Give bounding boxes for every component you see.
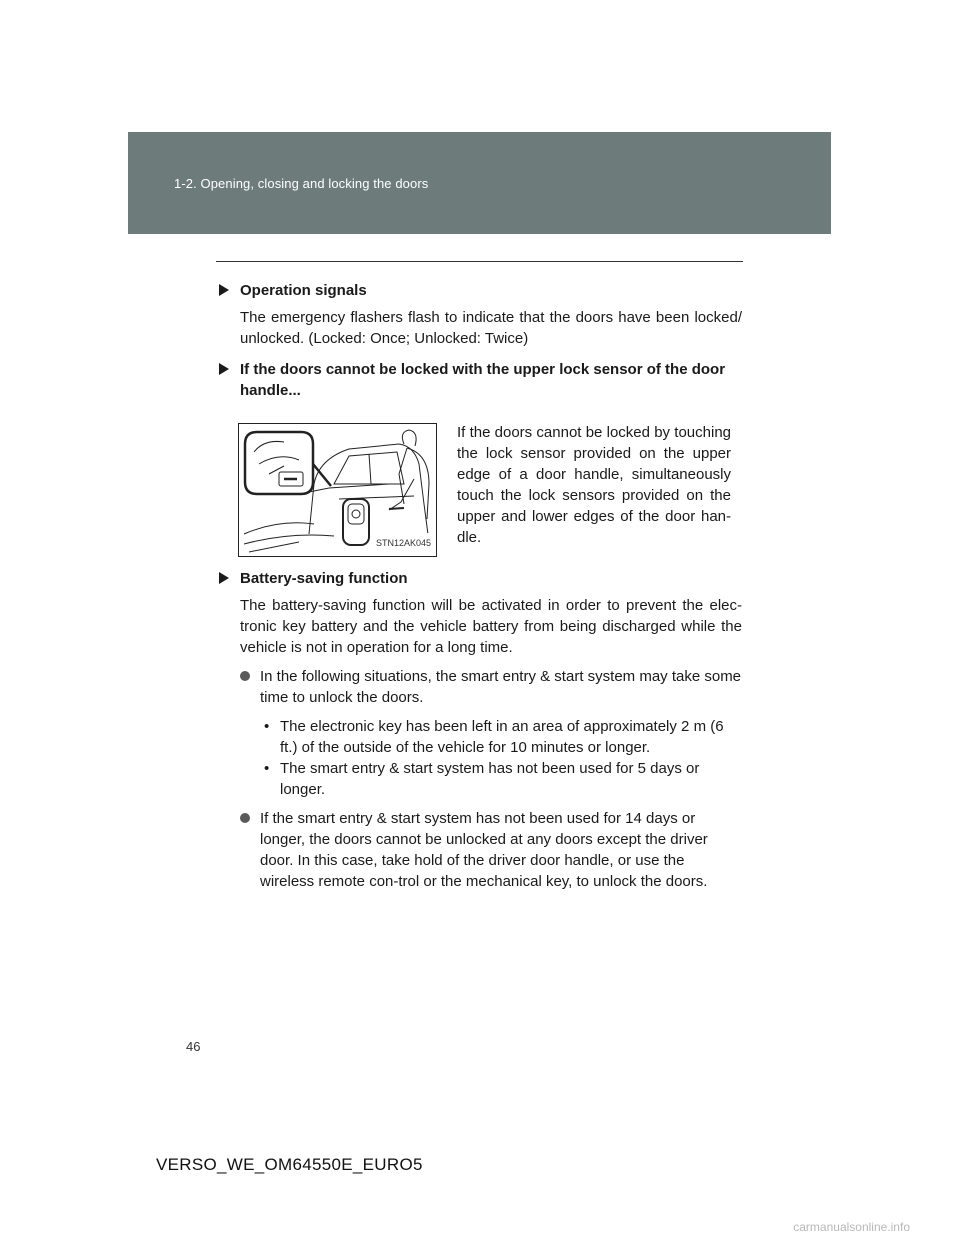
lock-sensor-text: If the doors cannot be locked by touching the lock sensor provided on the upper edge of a door handle, simultaneously touch the lock sensors provided on the upper and lower edges of the door han-dle.: [457, 424, 731, 546]
list-item: • The smart entry & start system has not been used for 5 days or longer.: [264, 760, 700, 798]
bullet-situations: [240, 666, 742, 800]
lock-sensor-figure-row: [219, 413, 742, 568]
circle-bullet-icon: [240, 671, 250, 681]
bullet-situations-text: In the following situations, the smart entry & start system may take some time to unlock the doors.: [260, 668, 742, 706]
heading-lock-sensor: If the doors cannot be locked with the upper lock sensor of the door handle...: [219, 359, 742, 401]
header-divider: [216, 261, 743, 262]
figure-code: STN12AK045: [375, 533, 432, 554]
triangle-bullet-icon: [219, 363, 229, 375]
bullet-14-days-text: If the smart entry & start system has not been used for 14 days or longer, the doors cannot be unlocked at any doors except the driver door. In this case, take hold of the driver door handle, or use the wireless remote con-trol or the mechanical key, to unlock the doors.: [260, 810, 708, 890]
bullet-14-days: [240, 808, 742, 892]
heading-battery-saving: Battery-saving function: [219, 568, 742, 589]
list-item: • The electronic key has been left in an area of approximately 2 m (6 ft.) of the outside of the vehicle for 10 minutes or longer.: [264, 718, 724, 756]
watermark: carmanualsonline.info: [793, 1220, 910, 1234]
triangle-bullet-icon: [219, 284, 229, 296]
page-content: [219, 280, 742, 892]
heading-operation-signals: Operation signals: [219, 280, 742, 301]
section-header-band: [128, 132, 831, 234]
section-title: 1-2. Opening, closing and locking the doors: [174, 176, 429, 191]
circle-bullet-icon: [240, 813, 250, 823]
operation-signals-text: The emergency flashers flash to indicate that the doors have been locked/ unlocked. (Locked: Once; Unlocked: Twice): [240, 309, 742, 347]
battery-saving-text: The battery-saving function will be activated in order to prevent the elec-tronic key battery and the vehicle battery from being discharged while the vehicle is not in operation for a long time.: [240, 597, 742, 656]
page-number: 46: [186, 1039, 201, 1054]
situations-sub-list: [260, 716, 742, 800]
triangle-bullet-icon: [219, 572, 229, 584]
document-code: VERSO_WE_OM64550E_EURO5: [156, 1155, 423, 1174]
door-handle-illustration: [238, 423, 437, 557]
